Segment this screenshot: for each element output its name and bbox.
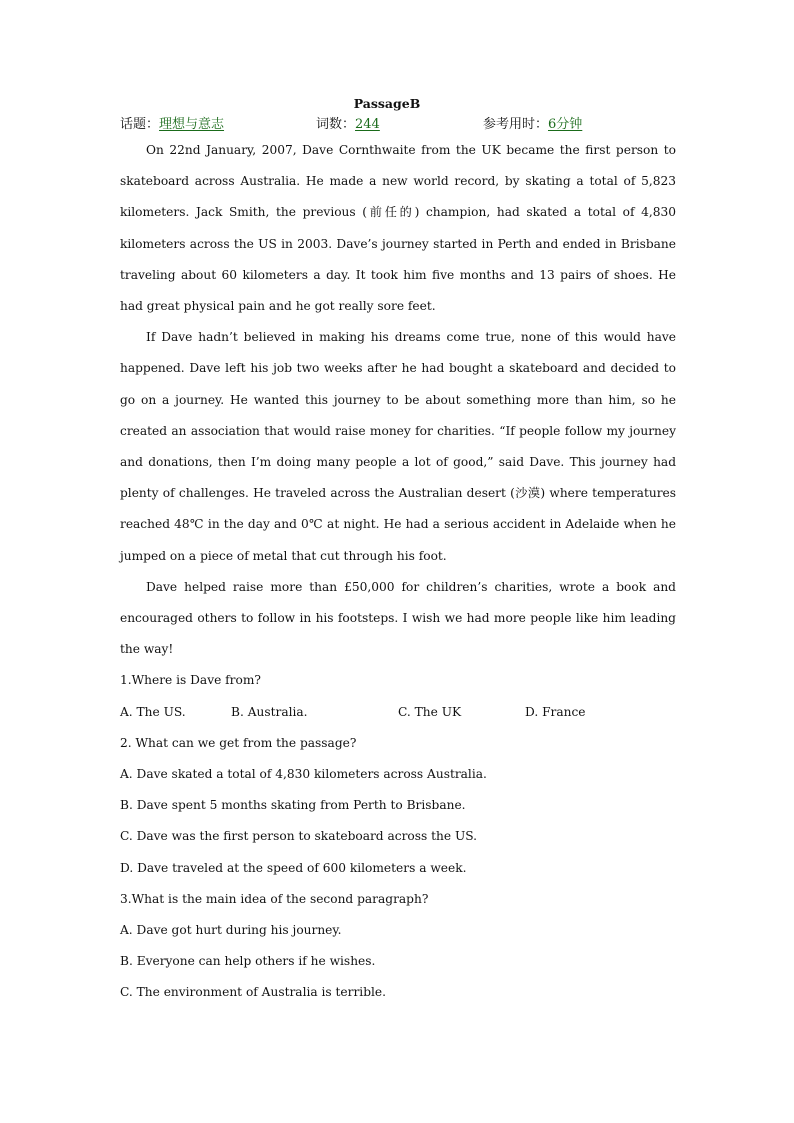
reference-time-value: 6分钟 bbox=[548, 117, 583, 132]
question-1-options bbox=[120, 697, 676, 728]
passage-paragraph-2: If Dave hadn’t believed in making his dreams come true, none of this would have happened. Dave left his job two weeks after he had bought a skateboard and decided to go on a journey. He wanted this journey to be about something more than him, so he created an association that would raise money for charities. “If people follow my journey and donations, then I’m doing many people a lot of good,” said Dave. This journey had plenty of challenges. He traveled across the Australian desert (沙漠) where temperatures reached 48℃ in the day and 0℃ at night. He had a serious accident in Adelaide when he jumped on a piece of metal that cut through his foot. bbox=[120, 330, 676, 563]
passage-paragraph-3: Dave helped raise more than £50,000 for children’s charities, wrote a book and encouraged others to follow in his footsteps. I wish we had more people like him leading the way! bbox=[120, 579, 676, 657]
question-1-option-c: C. The UK bbox=[398, 704, 462, 719]
word-count-info bbox=[316, 115, 380, 135]
question-2-option-a: A. Dave skated a total of 4,830 kilometers across Australia. bbox=[120, 767, 487, 782]
question-3-option-c: C. The environment of Australia is terrible. bbox=[120, 985, 386, 1000]
passage-paragraph-1: On 22nd January, 2007, Dave Cornthwaite from the UK became the first person to skateboard across Australia. He made a new world record, by skating a total of 5,823 kilometers. Jack Smith, the previous (前任的) champion, had skated a total of 4,830 kilometers across the US in 2003. Dave’s journey started in Perth and ended in Brisbane traveling about 60 kilometers a day. It took him five months and 13 pairs of shoes. He had great physical pain and he got really sore feet. bbox=[120, 143, 676, 314]
question-1-option-b: B. Australia. bbox=[231, 704, 308, 719]
reference-time-label: 参考用时： bbox=[483, 117, 549, 132]
question-2-option-c: C. Dave was the first person to skateboard across the US. bbox=[120, 829, 478, 844]
word-count-value: 244 bbox=[355, 117, 380, 132]
document-page bbox=[120, 96, 676, 1009]
question-2-stem: 2. What can we get from the passage? bbox=[120, 735, 357, 750]
question-1-option-d: D. France bbox=[525, 704, 586, 719]
passage-title: PassageB bbox=[353, 96, 421, 111]
question-3-option-b: B. Everyone can help others if he wishes. bbox=[120, 954, 376, 969]
topic-info bbox=[120, 115, 224, 135]
topic-value: 理想与意志 bbox=[159, 117, 225, 132]
question-3-stem: 3.What is the main idea of the second paragraph? bbox=[120, 891, 429, 906]
passage-meta bbox=[120, 115, 676, 135]
question-1-option-a: A. The US. bbox=[120, 704, 186, 719]
word-count-label: 词数： bbox=[316, 117, 356, 132]
question-1-stem: 1.Where is Dave from? bbox=[120, 673, 261, 688]
question-3-option-a: A. Dave got hurt during his journey. bbox=[120, 923, 342, 938]
reference-time-info bbox=[483, 115, 582, 135]
topic-label: 话题： bbox=[120, 117, 160, 132]
question-2-option-d: D. Dave traveled at the speed of 600 kilometers a week. bbox=[120, 860, 467, 875]
question-2-option-b: B. Dave spent 5 months skating from Perth to Brisbane. bbox=[120, 798, 466, 813]
